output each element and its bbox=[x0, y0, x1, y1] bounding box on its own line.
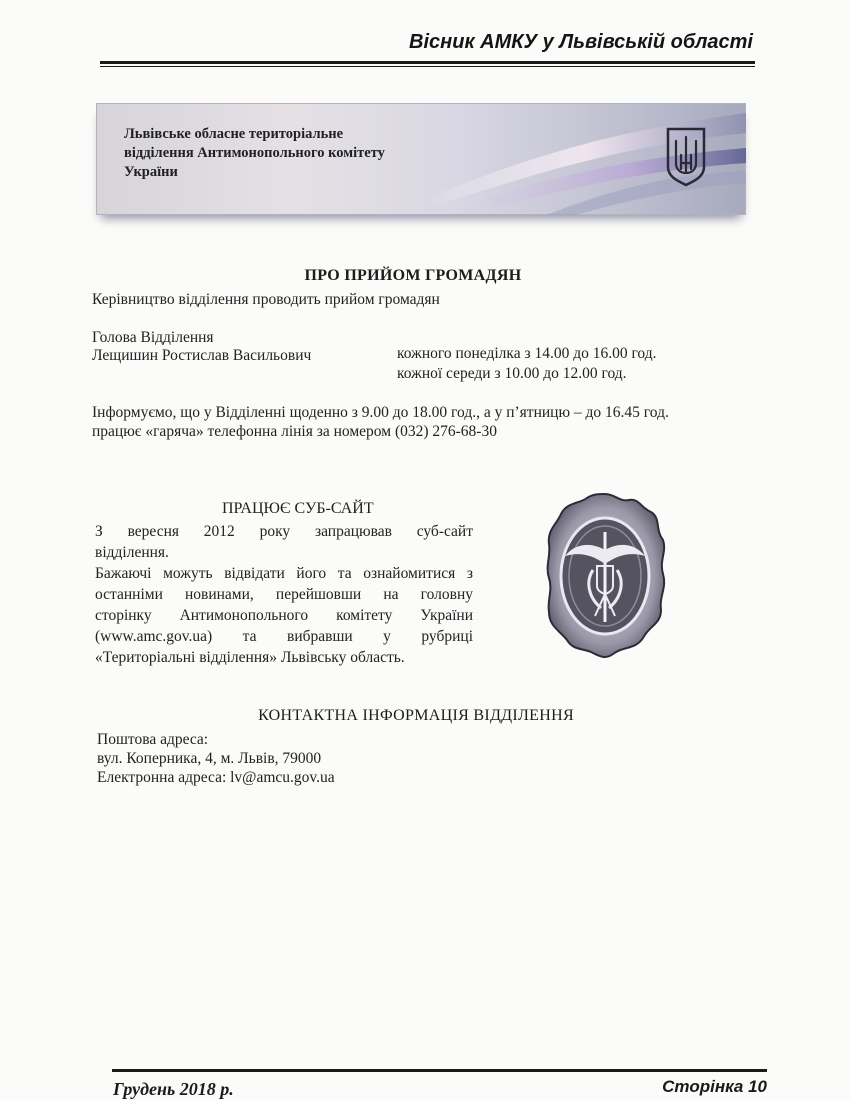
publication-title: Вісник АМКУ у Львівській області bbox=[409, 31, 753, 53]
postal-label: Поштова адреса: bbox=[97, 731, 209, 748]
email-address: Електронна адреса: lv@amcu.gov.ua bbox=[97, 769, 335, 786]
subsite-line: Бажаючі можуть відвідати його та ознайомитися з bbox=[95, 565, 473, 582]
organization-banner bbox=[96, 103, 746, 215]
subsite-line: останніми новинами, перейшовши на головну bbox=[95, 586, 473, 603]
hotline-hours: Інформуємо, що у Відділенні щоденно з 9.00 до 18.00 год., а у п’ятницю – до 16.45 год. bbox=[92, 404, 669, 421]
subsite-line: З вересня 2012 року запрацював суб-сайт bbox=[95, 523, 473, 540]
subsite-paragraph bbox=[95, 521, 473, 668]
footer-rule bbox=[112, 1069, 767, 1072]
subsite-heading: ПРАЦЮЄ СУБ-САЙТ bbox=[222, 500, 374, 517]
amku-emblem-icon bbox=[543, 490, 668, 660]
page-number: Сторінка 10 bbox=[662, 1077, 767, 1096]
subsite-line: сторінку Антимонопольного комітету України bbox=[95, 607, 473, 624]
contacts-heading: КОНТАКТНА ІНФОРМАЦІЯ ВІДДІЛЕННЯ bbox=[258, 707, 574, 724]
header-rule bbox=[100, 61, 755, 64]
subsite-line: «Територіальні відділення» Львівську область. bbox=[95, 649, 405, 666]
postal-address: вул. Коперника, 4, м. Львів, 79000 bbox=[97, 750, 322, 767]
banner-line: відділення Антимонопольного комітету bbox=[124, 145, 385, 161]
header-rule-thin bbox=[100, 66, 755, 67]
schedule-wednesday: кожної середи з 10.00 до 12.00 год. bbox=[397, 365, 627, 382]
subsite-line: відділення. bbox=[95, 544, 169, 561]
banner-organization-name bbox=[124, 125, 454, 182]
banner-line: Львівське обласне територіальне bbox=[124, 126, 344, 142]
reception-heading: ПРО ПРИЙОМ ГРОМАДЯН bbox=[304, 267, 522, 284]
schedule-monday: кожного понеділка з 14.00 до 16.00 год. bbox=[397, 345, 657, 362]
banner-line: України bbox=[124, 164, 178, 180]
hotline-phone: працює «гаряча» телефонна лінія за номером (032) 276-68-30 bbox=[92, 423, 497, 440]
issue-date: Грудень 2018 р. bbox=[113, 1079, 234, 1099]
head-name: Лещишин Ростислав Васильович bbox=[92, 347, 312, 364]
subsite-line: (www.amc.gov.ua) та вибравши у рубриці bbox=[95, 628, 473, 645]
reception-intro: Керівництво відділення проводить прийом громадян bbox=[92, 291, 440, 308]
head-position: Голова Відділення bbox=[92, 329, 214, 346]
tryzub-icon bbox=[664, 125, 708, 187]
